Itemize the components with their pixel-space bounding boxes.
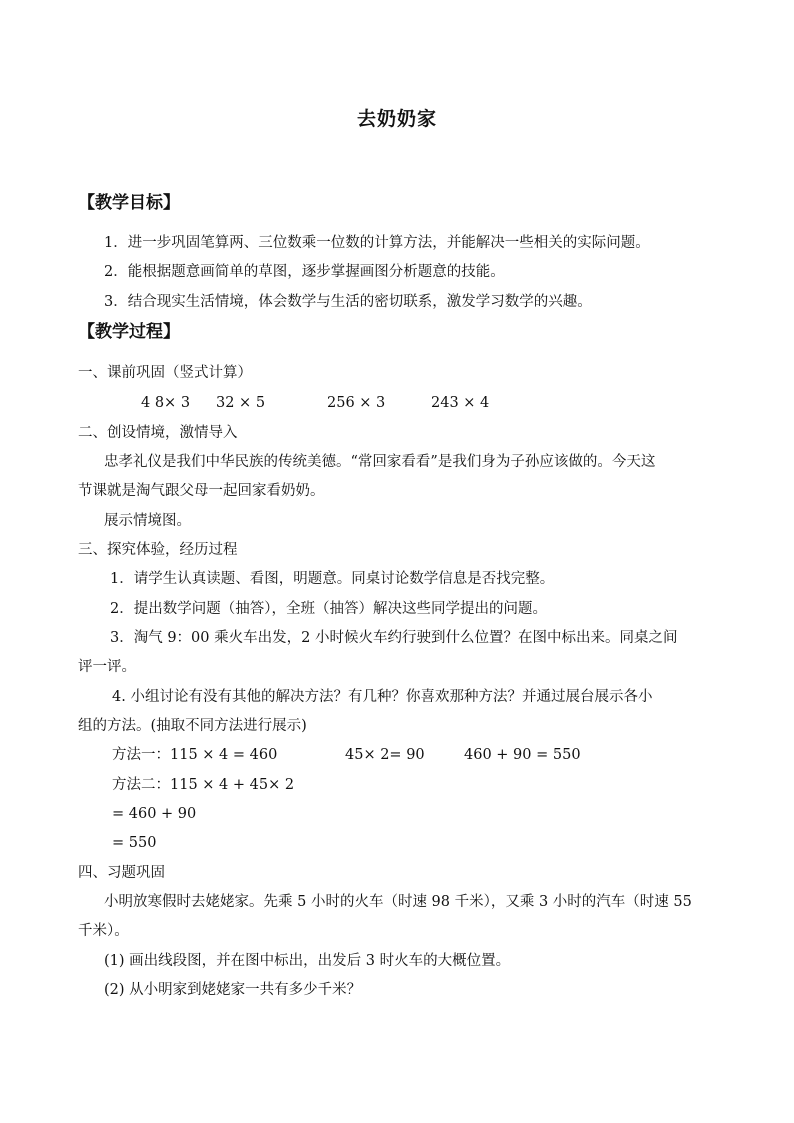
method-2-step-1: = 460 + 90 (112, 806, 197, 822)
goal-item-3: 3．结合现实生活情境，体会数学与生活的密切联系，激发学习数学的兴趣。 (104, 294, 592, 310)
part3-item-2: 2．提出数学问题（抽答），全班（抽答）解决这些同学提出的问题。 (110, 601, 547, 617)
part4-question-1: (1) 画出线段图，并在图中标出，出发后 3 时火车的大概位置。 (104, 953, 511, 969)
calc-2: 32 × 5 (216, 395, 266, 411)
method-2: 方法二：115 × 4 + 45× 2 (112, 777, 295, 793)
part4-paragraph-line1: 小明放寒假时去姥姥家。先乘 5 小时的火车（时速 98 千米），又乘 3 小时的汽车（时速 55 (104, 894, 692, 910)
method-1-step-c: 460 + 90 = 550 (464, 747, 581, 763)
part2-paragraph-2: 展示情境图。 (104, 513, 191, 529)
calc-3: 256 × 3 (327, 395, 386, 411)
part2-title: 二、创设情境，激情导入 (78, 425, 238, 441)
method-2-step-2: = 550 (112, 835, 157, 851)
part2-paragraph-line2: 节课就是淘气跟父母一起回家看奶奶。 (78, 483, 325, 499)
goal-item-1: 1．进一步巩固笔算两、三位数乘一位数的计算方法，并能解决一些相关的实际问题。 (104, 235, 650, 251)
part3-item-3-line1: 3．淘气 9：00 乘火车出发，2 小时候火车约行驶到什么位置？在图中标出来。同桌之间 (110, 630, 678, 646)
part3-item-3-line2: 评一评。 (78, 659, 136, 675)
goals-heading: 【教学目标】 (78, 193, 180, 213)
part4-paragraph-line2: 千米）。 (78, 923, 129, 939)
part2-paragraph-line1: 忠孝礼仪是我们中华民族的传统美德。“常回家看看”是我们身为子孙应该做的。今天这 (104, 454, 656, 470)
calc-4: 243 × 4 (431, 395, 490, 411)
part3-item-4-line1: 4. 小组讨论有没有其他的解决方法？有几种？你喜欢那种方法？并通过展台展示各小 (112, 689, 653, 705)
method-1: 方法一：115 × 4 = 460 (112, 747, 278, 763)
method-1-step-b: 45× 2= 90 (345, 747, 425, 763)
process-heading: 【教学过程】 (78, 322, 180, 342)
calc-1: 4 8× 3 (141, 395, 191, 411)
part4-question-2: (2) 从小明家到姥姥家一共有多少千米？ (104, 982, 362, 998)
part3-item-4-line2: 组的方法。(抽取不同方法进行展示) (78, 718, 307, 734)
part3-title: 三、探究体验，经历过程 (78, 542, 238, 558)
part4-title: 四、习题巩固 (78, 865, 165, 881)
goal-item-2: 2．能根据题意画简单的草图，逐步掌握画图分析题意的技能。 (104, 264, 505, 280)
part1-title: 一、课前巩固（竖式计算） (78, 365, 252, 381)
part3-item-1: 1．请学生认真读题、看图，明题意。同桌讨论数学信息是否找完整。 (110, 571, 555, 587)
page-title: 去奶奶家 (356, 108, 437, 130)
